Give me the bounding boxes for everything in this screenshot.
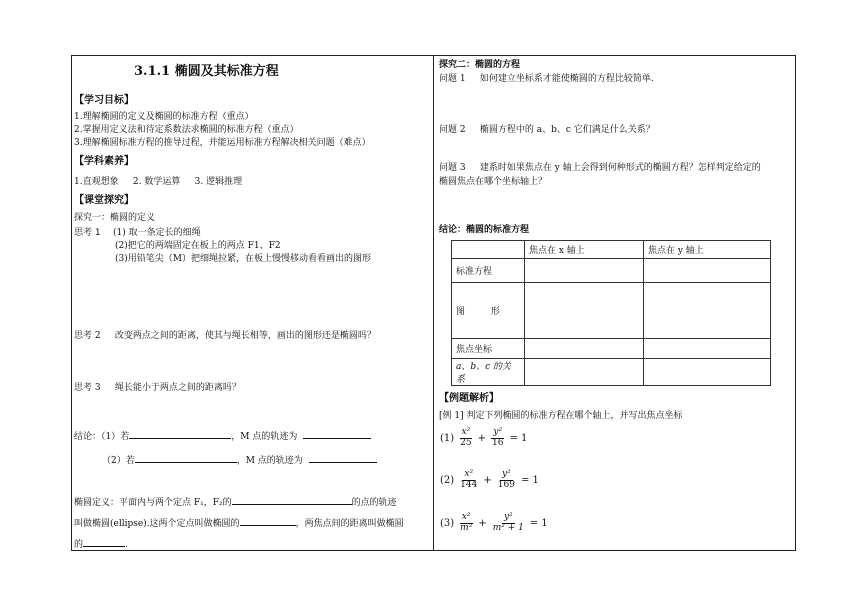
definition-blank-3[interactable] bbox=[83, 536, 125, 547]
table-header-cell: 焦点在 y 轴上 bbox=[644, 241, 771, 259]
locus-blank-1[interactable] bbox=[303, 428, 371, 439]
conclusion1-prefix: （1）若 bbox=[101, 432, 130, 442]
plus-sign: + bbox=[478, 517, 487, 529]
equation-rhs: = 1 bbox=[529, 517, 548, 529]
question-3-cont: 椭圆焦点在哪个坐标轴上？ bbox=[439, 177, 548, 187]
goals-heading: 【学习目标】 bbox=[74, 95, 134, 106]
goal-item: 1.理解椭圆的定义及椭圆的标准方程（重点） bbox=[74, 112, 254, 122]
goal-item: 2.掌握用定义法和待定系数法求椭圆的标准方程（重点） bbox=[74, 125, 299, 135]
conclusion2-prefix: （2）若 bbox=[102, 456, 135, 466]
denominator: m² + 1 bbox=[492, 522, 524, 533]
equation-label: (1) bbox=[440, 432, 455, 444]
table-cell[interactable] bbox=[525, 259, 644, 283]
fraction bbox=[490, 428, 505, 449]
think2-text: 思考 2 改变两点之间的距离，使其与绳长相等，画出的图形还是椭圆吗？ bbox=[74, 331, 376, 341]
definition-text: ，两焦点间的距离叫做椭圆 bbox=[295, 519, 404, 529]
table-cell[interactable] bbox=[644, 283, 771, 339]
numerator: x² bbox=[461, 427, 471, 437]
table-row-label: 焦点坐标 bbox=[452, 339, 525, 359]
definition-label: 椭圆定义： bbox=[74, 498, 120, 508]
example-1-text: [例 1] 判定下列椭圆的标准方程在哪个轴上，并写出焦点坐标 bbox=[439, 411, 683, 421]
explore-heading: 【课堂探究】 bbox=[74, 195, 134, 206]
locus-blank-2[interactable] bbox=[309, 452, 377, 463]
think1-step: (2)把它的两端固定在板上的两点 F1、F2 bbox=[115, 241, 281, 251]
fraction bbox=[458, 513, 474, 534]
definition-line-2 bbox=[74, 515, 404, 529]
table-cell[interactable] bbox=[525, 283, 644, 339]
table-header-cell: 焦点在 x 轴上 bbox=[525, 241, 644, 259]
denominator: 144 bbox=[460, 479, 478, 490]
definition-text: 叫做椭圆(ellipse).这两个定点叫做椭圆的 bbox=[74, 519, 240, 529]
plus-sign: + bbox=[483, 474, 492, 486]
denominator: 169 bbox=[497, 479, 515, 490]
equation-3 bbox=[440, 513, 548, 534]
goal-item: 3.理解椭圆标准方程的推导过程，并能运用标准方程解决相关问题（难点） bbox=[74, 138, 371, 148]
table-row-label: a、b、c 的关系 bbox=[452, 359, 525, 386]
conclusion-line-2 bbox=[102, 452, 377, 466]
literacy-heading: 【学科素养】 bbox=[74, 156, 134, 167]
column-divider bbox=[433, 55, 434, 551]
think1-step: (1) 取一条定长的细绳 bbox=[113, 228, 201, 238]
explore1-title: 探究一：椭圆的定义 bbox=[74, 213, 156, 223]
definition-line-1 bbox=[74, 494, 397, 508]
definition-text: 的 bbox=[74, 540, 84, 550]
fraction bbox=[491, 513, 526, 534]
conclusion-mid: ，M 点的轨迹为 bbox=[236, 456, 303, 466]
question-2: 问题 2 椭圆方程中的 a、b、c 它们满足什么关系？ bbox=[439, 125, 655, 135]
numerator: x² bbox=[464, 469, 474, 479]
table-title: 结论：椭圆的标准方程 bbox=[439, 225, 530, 235]
definition-blank-2[interactable] bbox=[240, 515, 296, 526]
standard-equation-table bbox=[451, 240, 771, 386]
equation-1 bbox=[440, 428, 527, 449]
denominator: 25 bbox=[460, 437, 472, 448]
conclusion-line-1 bbox=[74, 428, 371, 442]
condition-blank-2[interactable] bbox=[135, 452, 237, 463]
equation-rhs: = 1 bbox=[520, 474, 539, 486]
numerator: y² bbox=[493, 427, 503, 437]
table-row bbox=[452, 283, 771, 339]
denominator: 16 bbox=[492, 437, 504, 448]
table-header-row bbox=[452, 241, 771, 259]
conclusion-label: 结论： bbox=[74, 432, 102, 442]
table-row bbox=[452, 259, 771, 283]
literacy-text: 1.直观想象 2. 数学运算 3. 逻辑推理 bbox=[74, 177, 243, 187]
question-3: 问题 3 建系时如果焦点在 y 轴上会得到何种形式的椭圆方程？怎样判定给定的 bbox=[439, 163, 761, 173]
table-cell[interactable] bbox=[644, 359, 771, 386]
numerator: x² bbox=[461, 512, 471, 522]
page-title: 3.1.1 椭圆及其标准方程 bbox=[134, 64, 279, 79]
explore2-title: 探究二：椭圆的方程 bbox=[439, 60, 521, 70]
table-cell[interactable] bbox=[525, 339, 644, 359]
table-row-label: 标准方程 bbox=[452, 259, 525, 283]
table-row-label: 图 形 bbox=[452, 283, 525, 339]
question-1: 问题 1 如何建立坐标系才能使椭圆的方程比较简单. bbox=[439, 74, 654, 84]
fraction bbox=[496, 470, 517, 491]
conclusion-mid: ，M 点的轨迹为 bbox=[231, 432, 298, 442]
table-cell[interactable] bbox=[644, 259, 771, 283]
table-row bbox=[452, 359, 771, 386]
equation-rhs: = 1 bbox=[509, 432, 528, 444]
table-cell[interactable] bbox=[644, 339, 771, 359]
example-heading: 【例题解析】 bbox=[439, 393, 499, 404]
definition-text: 平面内与两个定点 F₁，F₂的 bbox=[119, 498, 232, 508]
think1-label: 思考 1 bbox=[74, 228, 101, 238]
think3-text: 思考 3 绳长能小于两点之间的距离吗？ bbox=[74, 383, 241, 393]
fraction bbox=[458, 470, 479, 491]
equation-label: (2) bbox=[440, 474, 455, 486]
numerator: y² bbox=[501, 469, 511, 479]
fraction bbox=[458, 428, 473, 449]
equation-2 bbox=[440, 470, 539, 491]
table-header-cell bbox=[452, 241, 525, 259]
plus-sign: + bbox=[477, 432, 487, 444]
definition-line-3 bbox=[74, 536, 128, 550]
think1-step: (3)用铅笔尖（M）把细绳拉紧，在板上慢慢移动看看画出的图形 bbox=[115, 254, 371, 264]
denominator: m² bbox=[460, 522, 473, 533]
equation-label: (3) bbox=[440, 517, 455, 529]
table-row bbox=[452, 339, 771, 359]
numerator: y² bbox=[503, 512, 513, 522]
definition-text: 的点的轨迹 bbox=[351, 498, 397, 508]
condition-blank-1[interactable] bbox=[129, 428, 231, 439]
definition-blank-1[interactable] bbox=[232, 494, 352, 505]
definition-text: . bbox=[125, 540, 128, 550]
table-cell[interactable] bbox=[525, 359, 644, 386]
